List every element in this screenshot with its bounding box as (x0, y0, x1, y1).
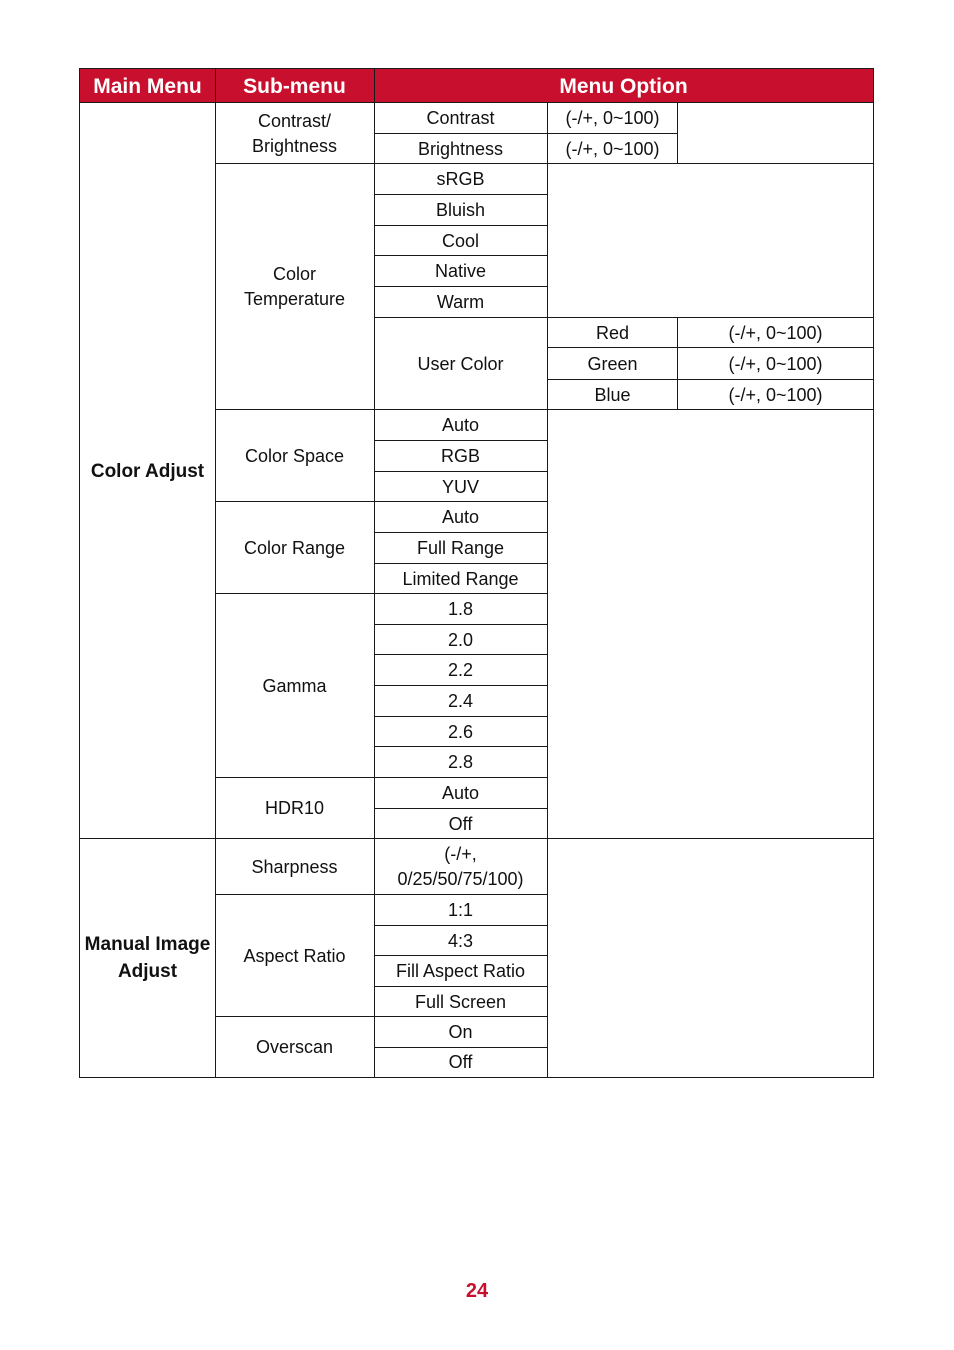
option-hdr10-auto: Auto (441, 783, 480, 803)
option-bluish: Bluish (435, 200, 486, 220)
option-color-range-auto: Auto (441, 507, 480, 527)
submenu-sharpness: Sharpness (251, 856, 338, 877)
value-brightness: (-/+, 0~100) (565, 138, 660, 159)
manual-image-adjust-label: Manual Image Adjust (84, 934, 211, 982)
option-gamma-1-8: 1.8 (447, 599, 474, 619)
option-brightness: Brightness (417, 138, 504, 159)
header-menu-option: Menu Option (374, 69, 873, 103)
submenu-overscan: Overscan (255, 1036, 334, 1057)
option-aspect-4-3: 4:3 (447, 930, 474, 951)
header-main-menu: Main Menu (80, 69, 215, 103)
option-warm: Warm (436, 292, 485, 312)
channel-green: Green (587, 353, 638, 374)
value-contrast: (-/+, 0~100) (565, 108, 660, 128)
submenu-contrast-brightness (215, 103, 374, 164)
submenu-color-temperature (215, 164, 374, 410)
option-aspect-full-screen: Full Screen (414, 991, 507, 1012)
option-aspect-1-1: 1:1 (447, 900, 474, 920)
sharpness-range: (-/+, 0/25/50/75/100) (397, 844, 524, 889)
option-aspect-fill: Fill Aspect Ratio (395, 961, 526, 981)
option-native: Native (434, 261, 487, 281)
main-menu-manual-image-adjust (80, 839, 215, 1077)
submenu-color-space: Color Space (244, 445, 345, 466)
option-color-space-auto: Auto (441, 415, 480, 435)
option-srgb: sRGB (436, 169, 485, 189)
value-blue: (-/+, 0~100) (728, 384, 823, 405)
page-number: 24 (465, 1280, 489, 1302)
option-overscan-on: On (448, 1022, 473, 1042)
option-contrast: Contrast (426, 108, 495, 128)
option-gamma-2-6: 2.6 (447, 721, 474, 742)
option-color-space-rgb: RGB (440, 446, 480, 466)
submenu-hdr10: HDR10 (264, 798, 325, 818)
option-gamma-2-8: 2.8 (447, 752, 474, 772)
submenu-aspect-ratio: Aspect Ratio (243, 945, 346, 966)
option-cool: Cool (441, 230, 480, 251)
main-menu-color-adjust: Color Adjust (90, 460, 205, 482)
color-temperature-label: Color Temperature (243, 264, 346, 309)
option-hdr10-off: Off (448, 813, 473, 834)
channel-blue: Blue (594, 384, 631, 405)
submenu-gamma: Gamma (262, 675, 327, 696)
option-gamma-2-2: 2.2 (447, 660, 474, 680)
value-sharpness (374, 839, 547, 895)
contrast-brightness-label: Contrast/ Brightness (251, 110, 338, 156)
header-sub-menu: Sub-menu (215, 69, 374, 103)
option-color-space-yuv: YUV (441, 476, 479, 497)
option-color-range-limited: Limited Range (402, 568, 519, 589)
channel-red: Red (595, 322, 630, 343)
option-overscan-off: Off (448, 1052, 473, 1072)
option-gamma-2-4: 2.4 (447, 691, 474, 711)
option-user-color: User Color (417, 353, 504, 374)
submenu-color-range: Color Range (243, 537, 346, 558)
value-green: (-/+, 0~100) (728, 353, 823, 374)
option-gamma-2-0: 2.0 (447, 629, 474, 650)
value-red: (-/+, 0~100) (728, 322, 823, 343)
option-color-range-full: Full Range (416, 538, 505, 558)
